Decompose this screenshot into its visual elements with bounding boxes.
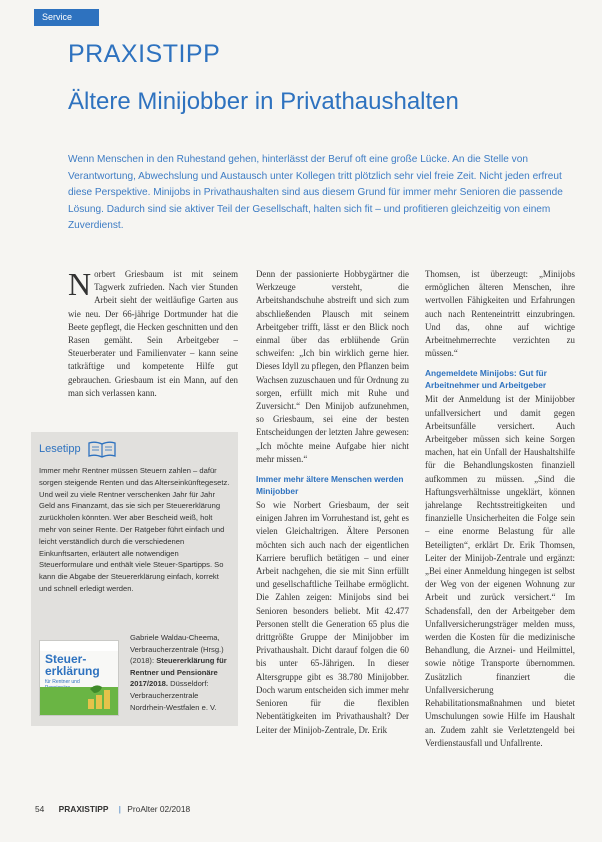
open-book-icon bbox=[87, 440, 117, 458]
column-2-paragraph-1: Denn der passionierte Hobbygärtner die Werkzeuge versteht, die Arbeitshandschuhe abstreift und sich zum abschließenden Plausch mit seinem Arbeitgeber trifft, lässt er den Blick noch einmal über das erblühende Grün schweifen: „Ich bin wirklich gerne hier. Dieses Idyll zu pflegen, den Pflanzen beim Wachsen zuzuschauen und für Ordnung zu sorgen, erfüllt mich mit Ruhe und Zuversicht.“ Den Minijob aufzunehmen, so Griesbaum, sei eine der besten Entscheidungen der letzten Jahre gewesen: „Ich möchte meine Aufgabe hier nicht mehr missen.“ bbox=[256, 269, 409, 464]
footer-section: PRAXISTIPP bbox=[58, 804, 109, 814]
column-2-subhead: Immer mehr ältere Menschen werden Minijobber bbox=[256, 474, 404, 497]
page-footer bbox=[35, 804, 190, 814]
reading-tip-box bbox=[31, 432, 238, 726]
footer-issue: ProAlter 02/2018 bbox=[127, 804, 191, 814]
book-title: Steuererklärung für Rentner und Pensionäre 2017/2018. bbox=[130, 656, 227, 689]
footer-separator: | bbox=[118, 804, 121, 814]
reading-tip-title: Lesetipp bbox=[39, 443, 81, 455]
article-column-2 bbox=[256, 268, 409, 813]
page-number: 54 bbox=[35, 804, 45, 814]
section-tab: Service bbox=[34, 9, 99, 26]
column-1-text: orbert Griesbaum ist mit seinem Tagwerk zufrieden. Nach vier Stunden Arbeit sieht der weitläufige Garten aus wie neu. Der 66-jährige Dortmunder hat die Beete gepflegt, die Hecken geschnitten und den Rasen gemäht. Sein Arbeitgeber – Steuerberater und Familienvater – kann seine tatkräftige und kompetente Hilfe gut gebrauchen. Griesbaum ist ein Mann, auf den man sich verlassen kann. bbox=[68, 269, 238, 398]
column-3-subhead: Angemeldete Minijobs: Gut für Arbeitnehmer und Arbeitgeber bbox=[425, 368, 547, 391]
column-2-paragraph-2: So wie Norbert Griesbaum, der seit einigen Jahren im Vorruhestand ist, geht es vielen Gleichaltrigen. Ältere Personen möchten sich auch nach der eigentlichen Karriere beruflich betätigen – und einer Arbeit nachgehen, die sie mit Sinn erfüllt und gesellschaftliche Teilhabe ermöglicht. Die Zahlen zeigen: Minijobs sind bei Senioren besonders beliebt. Mit 42.477 Personen stellt die Generation 65 plus die drittgrößte Gruppe der Minijobber im Privathaushalt. Dicht darauf folgen die 60 bis unter 65-Jährigen. In dieser Altersgruppe gibt es 38.780 Minijobber. Doch warum entscheiden sich immer mehr Senioren für die flexiblen Nebentätigkeiten im Privathaushalt? Der Leiter der Minijob-Zentrale, Dr. Erik bbox=[256, 500, 409, 735]
column-3-paragraph-2: Mit der Anmeldung ist der Minijobber unfallversichert und damit gegen Arbeitsunfälle versichert. Auch Arbeitgeber müssen sich keine Sorgen machen, hat ein Unfall der Haushaltshilfe für die Behandlungskosten finanziell aufkommen zu müssen. „Sind die Haftungsverhältnisse ungeklärt, können jahrelange Rechtsstreitigkeiten und finanzielle Unsicherheiten die Folge sein – eine enorme Belastung für alle Beteiligten“, erklärt Dr. Erik Thomsen, Leiter der Minijob-Zentrale und ergänzt: „Bei einer Anmeldung hingegen ist selbst der Weg von der eigenen Wohnung zur Arbeit und zurück versichert.“ Im Schadensfall, den der Arbeitgeber dem Unfallversicherungsträger melden muss, werden die Kosten für die medizinische Behandlung, die Arznei- und Heilmittel, sowie nötige Transporte übernommen. Zusätzlich finanziert die Unfallversicherung Rehabilitationsmaßnahmen und bietet Umschulungen sowie Hilfe im Haushalt an. Zudem zahlt sie Verletztengeld bei Verdienstausfall und Unfallrente. bbox=[425, 394, 575, 748]
page-title: Ältere Minijobber in Privathaushalten bbox=[68, 88, 459, 115]
column-3-paragraph-1: Thomsen, ist überzeugt: „Minijobs ermöglichen älteren Menschen, ihre wertvollen Fähigkeiten und Erfahrungen auch nach Renteneintritt einzubringen. Und das, ohne auf wichtige Arbeitnehmerrechte verzichten zu müssen.“ bbox=[425, 269, 575, 359]
lead-paragraph: Wenn Menschen in den Ruhestand gehen, hinterlässt der Beruf oft eine große Lücke. An die Stelle von Verantwortung, Abwechslung und Austausch unter Kollegen tritt plötzlich sehr viel freie Zeit. Nicht jeden erfreut diese Perspektive. Minijobs in Privathaushalten sind aus diesem Grund für immer mehr Senioren die passende Lösung. Dadurch sind sie aktiver Teil der Gesellschaft, halten sich fit – und profitieren gleichzeitig von einem Zuverdienst. bbox=[68, 154, 563, 232]
book-citation bbox=[130, 632, 230, 713]
coin-stack-illustration bbox=[84, 681, 114, 711]
book-cover-title: Steuer- erklärung bbox=[45, 652, 100, 678]
book-publisher: Düsseldorf: Verbraucherzentrale Nordrhein-Westfalen e. V. bbox=[130, 679, 217, 712]
book-cover-subtitle: für Rentner und bbox=[45, 679, 80, 685]
book-author: Gabriele Waldau-Cheema, Verbraucherzentrale (Hrsg.) (2018): bbox=[130, 633, 224, 666]
reading-tip-text: Immer mehr Rentner müssen Steuern zahlen – dafür sorgen steigende Renten und das Alterseinkünftegesetz. Und weil zu viele Rentner verschenken Jahr für Jahr Geld ans Finanzamt, das sie sich per Steuererklärung zurückholen könnten. Wer aber Bescheid weiß, holt mehr von seiner Rente. Der Ratgeber führt einfach und leicht verständlich durch die verschiedenen Einkunftsarten, erläutert alle notwendigen Steuerformulare und enthält viele Steuer-Spartipps. So kann die Abgabe der Steuererklärung einfach, korrekt und schnell erledigt werden. bbox=[39, 466, 230, 593]
reading-tip-header bbox=[39, 440, 230, 458]
book-cover bbox=[39, 640, 119, 716]
drop-cap: N bbox=[68, 268, 92, 302]
kicker-title: PRAXISTIPP bbox=[68, 40, 221, 68]
article-column-1 bbox=[68, 268, 238, 418]
article-column-3 bbox=[425, 268, 575, 813]
